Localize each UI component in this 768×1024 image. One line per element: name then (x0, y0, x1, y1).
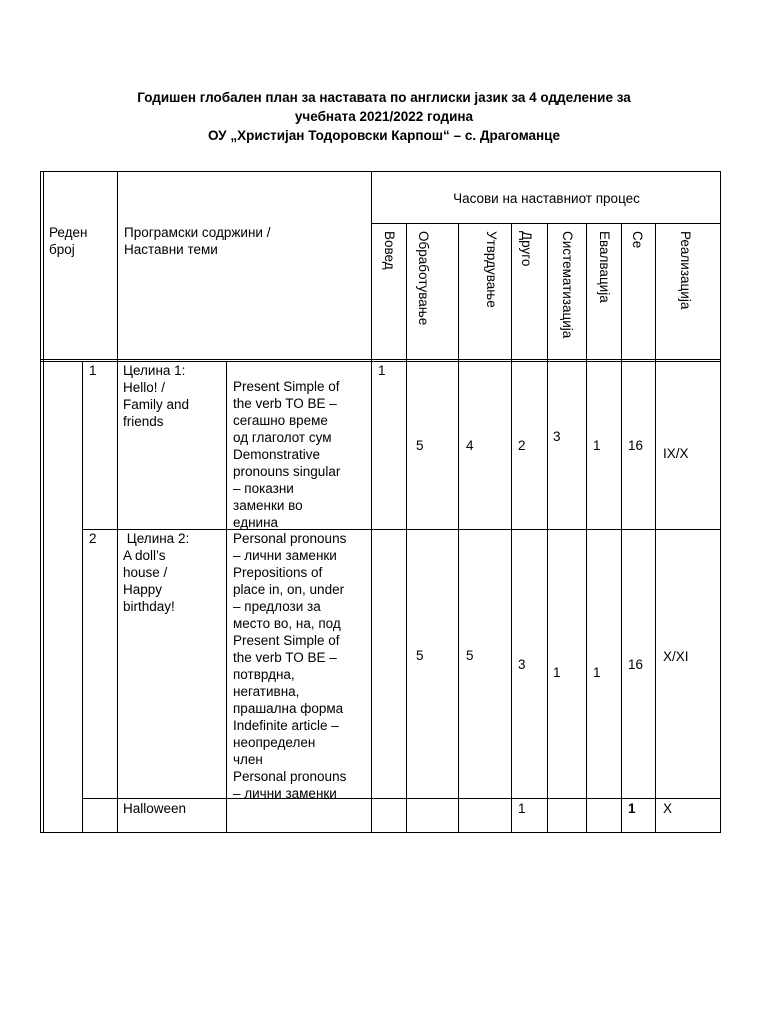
row-topic: Целина 1: Hello! / Family and friends (123, 363, 190, 429)
row-realization: X/XI (663, 649, 689, 664)
row-evaluation: 1 (593, 665, 601, 680)
header-processing: Обработување (416, 231, 431, 326)
row-total: 16 (628, 438, 644, 453)
row-total: 16 (628, 657, 644, 672)
row-other: 2 (518, 438, 526, 453)
header-consolidation: Утврдување (484, 231, 499, 308)
row-consolidation: 5 (466, 648, 474, 663)
header-other: Друго (519, 231, 534, 267)
row-processing: 5 (416, 438, 424, 453)
title-line-2: учебната 2021/2022 година (294, 109, 474, 124)
row-realization: X (663, 801, 673, 816)
header-number: Реден број (49, 225, 88, 257)
row-topic: Целина 2: A doll’s house / Happy birthday! (123, 531, 190, 614)
row-number: 2 (89, 531, 97, 546)
row-content: Personal pronouns – лични заменки Prepositions of place in, on, under – предлози за место во, на, под Present Simple of the verb TO BE – потврдна, негативна, прашална форма Indefinite article – неопределен член Personal pronouns – лични заменки (233, 531, 347, 801)
header-content: Програмски содржини / Наставни теми (124, 225, 271, 257)
row-topic: Halloween (123, 801, 187, 816)
row-evaluation: 1 (593, 438, 601, 453)
header-intro: Вовед (382, 231, 397, 270)
header-systematization: Систематизација (560, 231, 575, 339)
row-number: 1 (89, 363, 97, 378)
row-consolidation: 4 (466, 438, 474, 453)
row-other: 3 (518, 657, 526, 672)
header-realization: Реализација (678, 231, 693, 310)
row-realization: IX/X (663, 446, 689, 461)
row-content: Present Simple of the verb TO BE – сегашно време од глаголот сум Demonstrative pronouns singular – показни заменки во еднина (233, 379, 341, 530)
row-systematization: 1 (553, 665, 561, 680)
header-evaluation: Евалвација (597, 231, 612, 303)
header-total: Се (630, 231, 645, 249)
row-systematization: 3 (553, 429, 561, 444)
document-title (60, 88, 708, 145)
row-other: 1 (518, 801, 526, 816)
row-intro: 1 (378, 363, 386, 378)
title-line-1: Годишен глобален план за наставата по англиски јазик за 4 одделение за (137, 90, 631, 105)
header-hours-group: Часови на наставниот процес (453, 191, 640, 206)
row-total: 1 (628, 801, 636, 816)
row-processing: 5 (416, 648, 424, 663)
title-line-3: ОУ „Христијан Тодоровски Карпош“ – с. Драгоманце (208, 128, 560, 143)
